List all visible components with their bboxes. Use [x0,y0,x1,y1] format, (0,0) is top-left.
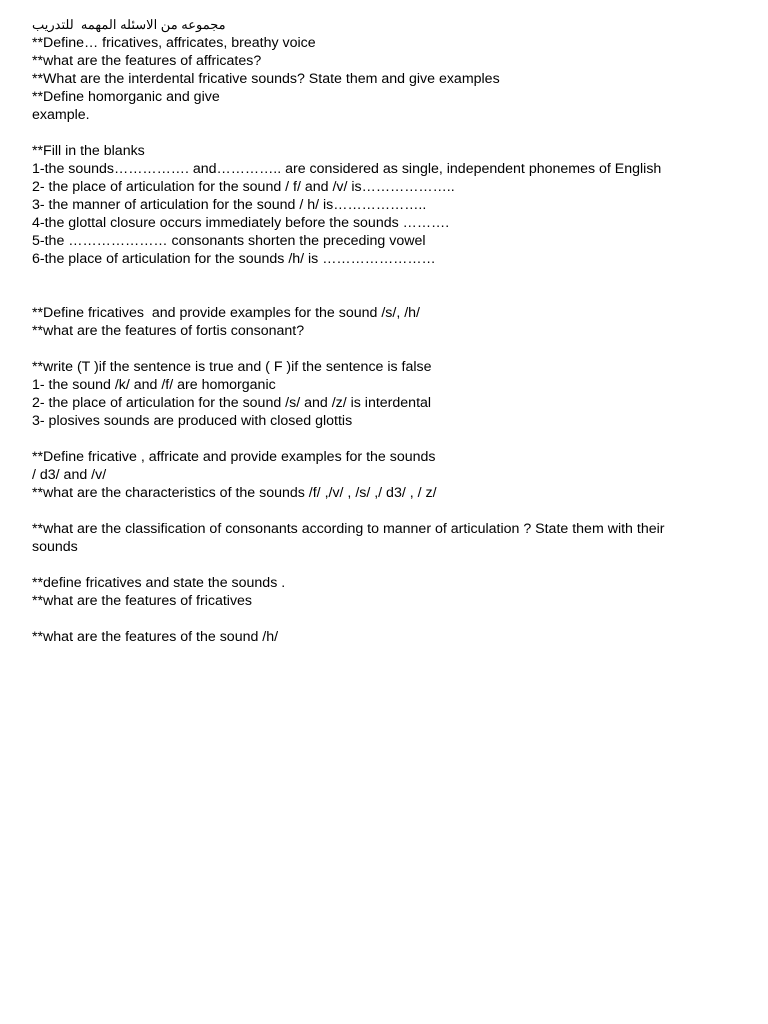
true-false-item: 2- the place of articulation for the sound /s/ and /z/ is interdental [32,395,432,411]
true-false-item: 1- the sound /k/ and /f/ are homorganic [32,377,276,393]
spacer [32,340,722,358]
question-define-fricatives-affricates: **Define… fricatives, affricates, breathy voice [32,35,316,51]
spacer [32,502,722,520]
fill-blank-item: 2- the place of articulation for the sound / f/ and /v/ is……………….. [32,179,455,195]
question-define-fricative-affricate-cont: / d3/ and /v/ [32,467,107,483]
fill-blank-item: 1-the sounds……………. and………….. are considered as single, independent phonemes of English [32,161,662,177]
question-features-affricates: **what are the features of affricates? [32,53,262,69]
spacer [32,556,722,574]
true-false-heading: **write (T )if the sentence is true and ( F )if the sentence is false [32,359,432,375]
question-interdental-fricatives: **What are the interdental fricative sounds? State them and give examples [32,71,500,87]
question-characteristics-sounds: **what are the characteristics of the sounds /f/ ,/v/ , /s/ ,/ d3/ , / z/ [32,485,437,501]
document-title: مجموعه من الاسئله المهمه للتدريب [32,17,226,32]
spacer [32,430,722,448]
fill-blank-item: 6-the place of articulation for the sounds /h/ is …………………… [32,251,436,267]
question-define-homorganic-cont: example. [32,107,90,123]
question-define-fricatives-examples: **Define fricatives and provide examples for the sound /s/, /h/ [32,305,420,321]
fill-blank-item: 5-the ………………… consonants shorten the preceding vowel [32,233,426,249]
fill-blanks-heading: **Fill in the blanks [32,143,145,159]
spacer [32,610,722,628]
question-features-sound-h: **what are the features of the sound /h/ [32,629,279,645]
question-define-fricative-affricate: **Define fricative , affricate and provide examples for the sounds [32,449,436,465]
document-body [32,16,722,646]
question-fortis-features: **what are the features of fortis consonant? [32,323,305,339]
fill-blank-item: 4-the glottal closure occurs immediately before the sounds ………. [32,215,450,231]
question-classification-consonants: **what are the classification of consonants according to manner of articulation ? State them with their [32,521,665,537]
question-define-fricatives-sounds: **define fricatives and state the sounds . [32,575,286,591]
spacer [32,124,722,142]
question-define-homorganic: **Define homorganic and give [32,89,220,105]
fill-blank-item: 3- the manner of articulation for the sound / h/ is……………….. [32,197,427,213]
question-classification-consonants-cont: sounds [32,539,78,555]
question-features-fricatives: **what are the features of fricatives [32,593,253,609]
true-false-item: 3- plosives sounds are produced with closed glottis [32,413,353,429]
spacer [32,268,722,304]
